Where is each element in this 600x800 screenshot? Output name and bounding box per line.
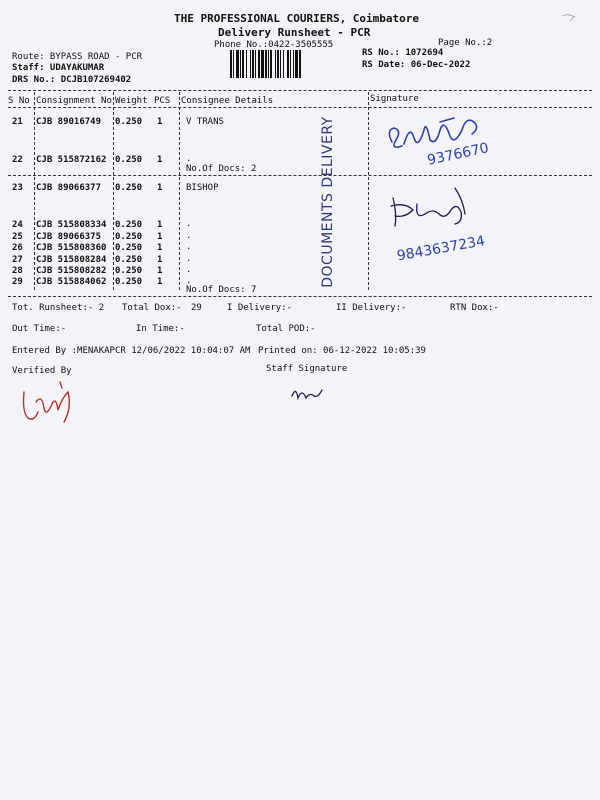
total-dox-label: Total Dox:-: [122, 303, 182, 313]
staff-signature: [288, 378, 338, 408]
row-weight: 0.250: [115, 117, 143, 127]
row-consignment: CJB 89066375: [36, 232, 102, 242]
row-sno: 29: [12, 277, 23, 287]
total-runsheet: Tot. Runsheet:- 2: [12, 303, 105, 313]
row-weight: 0.250: [115, 255, 143, 265]
row-consignment: CJB 515808334: [36, 220, 107, 230]
col-signature: Signature: [370, 94, 419, 104]
row-consignee: BISHOP: [186, 183, 219, 193]
ii-delivery: II Delivery:-: [336, 303, 407, 313]
row-pcs: 1: [157, 255, 163, 265]
row-weight: 0.250: [115, 266, 143, 276]
row-sno: 25: [12, 232, 23, 242]
row-weight: 0.250: [115, 277, 143, 287]
divider: [8, 175, 592, 176]
row-consignment: CJB 89066377: [36, 183, 102, 193]
col-consignment: Consignment No: [36, 96, 112, 106]
col-sno: S No: [8, 96, 30, 106]
divider: [8, 90, 592, 91]
row-consignment: CJB 515872162: [36, 155, 107, 165]
row-weight: 0.250: [115, 243, 143, 253]
docs-count: No.Of Docs: 7: [186, 285, 257, 295]
row-consignee: .: [186, 265, 192, 275]
svg-text:9843637234: 9843637234: [395, 233, 487, 265]
svg-text:9376670: 9376670: [425, 140, 491, 169]
page-number: Page No.:2: [438, 38, 493, 48]
row-weight: 0.250: [115, 232, 143, 242]
route: Route: BYPASS ROAD - PCR: [12, 52, 143, 62]
row-pcs: 1: [157, 243, 163, 253]
row-consignee: .: [186, 219, 192, 229]
company-name: THE PROFESSIONAL COURIERS, Coimbatore: [174, 12, 420, 25]
col-weight: Weight: [115, 96, 148, 106]
corner-mark-icon: [560, 12, 580, 24]
row-pcs: 1: [157, 183, 163, 193]
row-pcs: 1: [157, 117, 163, 127]
printed-on: Printed on: 06-12-2022 10:05:39: [258, 346, 426, 356]
phone-number: Phone No.:0422-3505555: [214, 40, 334, 50]
rs-number: RS No.: 1072694: [362, 48, 444, 58]
i-delivery: I Delivery:-: [227, 303, 293, 313]
column-separator: [368, 92, 369, 290]
consignee-signature-2: [385, 180, 525, 265]
row-sno: 24: [12, 220, 23, 230]
barcode: [230, 50, 356, 78]
row-weight: 0.250: [115, 183, 143, 193]
row-consignee: .: [186, 154, 192, 164]
rs-date: RS Date: 06-Dec-2022: [362, 60, 471, 70]
row-sno: 23: [12, 183, 23, 193]
entered-by: Entered By :MENAKAPCR 12/06/2022 10:04:07 AM: [12, 346, 251, 356]
column-separator: [179, 92, 180, 290]
row-consignee: .: [186, 254, 192, 264]
row-sno: 27: [12, 255, 23, 265]
drs-number: DRS No.: DCJB107269402: [12, 75, 132, 85]
row-pcs: 1: [157, 232, 163, 242]
column-separator: [34, 92, 35, 290]
row-consignee: .: [186, 231, 192, 241]
row-pcs: 1: [157, 277, 163, 287]
staff-signature-label: Staff Signature: [266, 364, 348, 374]
verified-by-label: Verified By: [12, 366, 72, 376]
row-sno: 28: [12, 266, 23, 276]
column-separator: [113, 92, 114, 290]
row-pcs: 1: [157, 155, 163, 165]
out-time: Out Time:-: [12, 324, 67, 334]
row-weight: 0.250: [115, 220, 143, 230]
row-consignee: .: [186, 276, 192, 286]
consignee-signature-1: [380, 100, 550, 170]
staff-name: Staff: UDAYAKUMAR: [12, 63, 105, 73]
row-consignment: CJB 515808284: [36, 255, 107, 265]
runsheet-title: Delivery Runsheet - PCR: [218, 26, 371, 39]
rtn-dox: RTN Dox:-: [450, 303, 499, 313]
documents-delivery-stamp: DOCUMENTS DELIVERY: [320, 116, 336, 288]
divider: [8, 296, 592, 297]
row-consignee: .: [186, 242, 192, 252]
row-consignment: CJB 89016749: [36, 117, 102, 127]
total-pod: Total POD:-: [256, 324, 316, 334]
col-pcs: PCS: [154, 96, 171, 106]
row-consignment: CJB 515884062: [36, 277, 107, 287]
row-sno: 21: [12, 117, 23, 127]
row-consignment: CJB 515808360: [36, 243, 107, 253]
row-weight: 0.250: [115, 155, 143, 165]
row-pcs: 1: [157, 220, 163, 230]
row-sno: 26: [12, 243, 23, 253]
row-consignee: V TRANS: [186, 117, 224, 127]
docs-count: No.Of Docs: 2: [186, 164, 257, 174]
verifier-signature: [18, 378, 88, 428]
row-sno: 22: [12, 155, 23, 165]
row-pcs: 1: [157, 266, 163, 276]
row-consignment: CJB 515808282: [36, 266, 107, 276]
total-dox-value: 29: [191, 303, 202, 313]
col-consignee: Consignee Details: [181, 96, 274, 106]
in-time: In Time:-: [136, 324, 185, 334]
